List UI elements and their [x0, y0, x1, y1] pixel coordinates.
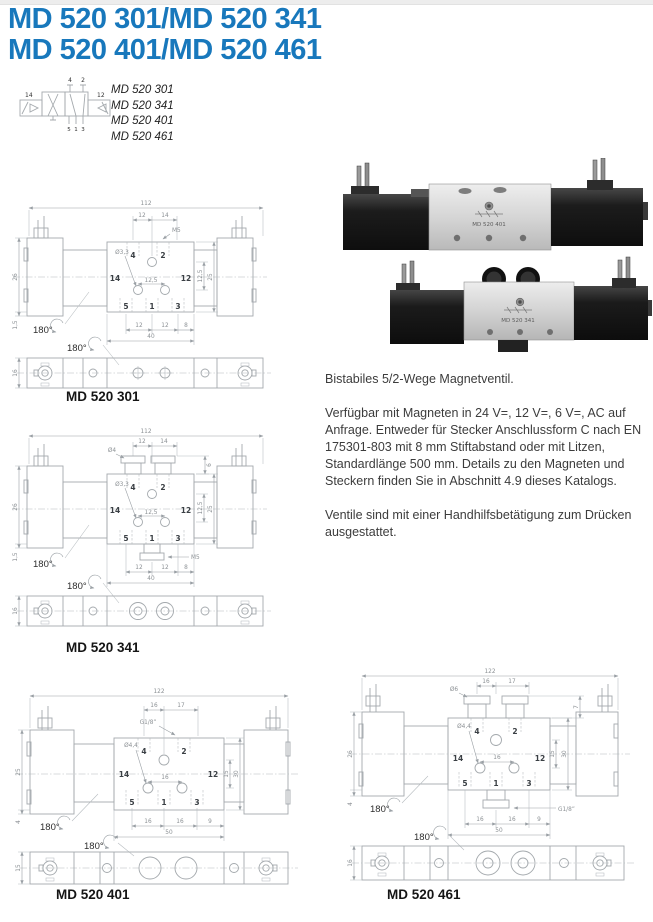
dim-pitch: 12,5	[144, 278, 158, 284]
dim-thread: M5	[172, 228, 181, 234]
dim-fitting-h: 7	[574, 705, 580, 709]
port-12: 12	[207, 770, 219, 779]
rotation-label: 180°	[414, 832, 434, 843]
dim-pilot-dia: Ø4,4	[124, 743, 138, 749]
dim-left-h: 26	[348, 750, 354, 758]
dim-left-offset: 1,5	[13, 320, 19, 330]
dim-bot-b: 16	[176, 819, 184, 825]
dim-bot-total: 40	[147, 576, 155, 582]
dim-bot-c: 9	[208, 819, 212, 825]
dim-fitting-dia: Ø4	[107, 448, 117, 454]
symbol-body	[20, 85, 110, 124]
dim-top-a: 16	[482, 679, 490, 685]
dim-bot-b: 16	[508, 817, 516, 823]
variant-item: MD 520 301	[111, 84, 174, 96]
dim-fitting-dia: Ø6	[449, 687, 459, 693]
front-view	[13, 429, 267, 603]
dim-bot-c: 9	[537, 817, 541, 823]
dim-right-inner: 15	[224, 770, 230, 778]
dim-fitting-h: 6	[207, 463, 213, 467]
dim-thread: G1/8”	[558, 807, 575, 813]
dim-pilot-dia: Ø4,4	[457, 724, 471, 730]
symbol-port-1: 1	[74, 127, 78, 133]
rotation-label: 180°	[84, 841, 104, 852]
dim-left-h: 26	[13, 273, 19, 281]
port-3: 3	[175, 302, 181, 311]
port-4: 4	[130, 251, 136, 260]
dim-top-b: 17	[177, 703, 185, 709]
drawing-caption-md520461: MD 520 461	[387, 887, 461, 902]
drawing-caption-md520401: MD 520 401	[56, 887, 130, 902]
drawing-md520461	[338, 664, 653, 886]
rotation-label: 180°	[370, 804, 390, 815]
variant-item: MD 520 401	[111, 115, 174, 127]
port-14: 14	[109, 274, 121, 283]
port-2: 2	[512, 727, 518, 736]
pneumatic-circuit-symbol	[12, 74, 114, 134]
valve-photo	[390, 257, 652, 352]
bottom-view	[13, 358, 271, 388]
dim-right-outer: 25	[208, 505, 214, 513]
dim-side-h: 15	[16, 864, 22, 872]
port-4: 4	[130, 483, 136, 492]
port-4: 4	[474, 727, 480, 736]
page-title	[8, 4, 322, 66]
dim-left-h: 25	[16, 768, 22, 776]
dim-top-a: 16	[150, 703, 158, 709]
dim-bot-total: 40	[147, 334, 155, 340]
port-1: 1	[149, 302, 155, 311]
variant-item: MD 520 341	[111, 99, 174, 112]
symbol-port-3: 3	[81, 127, 85, 133]
rotation-label: 180°	[33, 559, 53, 570]
dim-overall: 112	[140, 201, 152, 207]
port-2: 2	[160, 483, 166, 492]
port-14: 14	[118, 770, 130, 779]
page-title-line2: MD 520 401/MD 520 461	[8, 34, 322, 66]
dim-pitch: 16	[493, 755, 501, 761]
dim-pilot-dia: Ø3,3	[115, 250, 129, 256]
dim-bot-total: 50	[165, 830, 173, 836]
bottom-view	[348, 846, 634, 880]
dim-left-offset: 1,5	[13, 552, 19, 562]
dim-bot-a: 12	[135, 323, 143, 329]
drawing-caption-md520341: MD 520 341	[66, 640, 140, 655]
dim-top-a: 12	[138, 213, 146, 219]
bottom-view	[16, 852, 298, 884]
description-block	[325, 371, 653, 558]
rotation-label: 180°	[33, 325, 53, 336]
port-12: 12	[534, 754, 546, 763]
dim-overall: 112	[140, 429, 152, 435]
front-view	[348, 669, 630, 850]
dim-bot-c: 8	[184, 323, 188, 329]
dim-bot-b: 12	[161, 565, 169, 571]
dim-bot-a: 16	[144, 819, 152, 825]
dim-overall: 122	[484, 669, 496, 675]
dim-right-outer: 30	[234, 770, 240, 778]
front-view	[13, 201, 267, 365]
dim-bot-b: 12	[161, 323, 169, 329]
page-title-line1: MD 520 301/MD 520 341	[8, 3, 322, 35]
front-view	[16, 689, 298, 856]
dim-overall: 122	[153, 689, 165, 695]
port-4: 4	[141, 747, 147, 756]
dim-left-offset: 4	[16, 820, 22, 824]
dim-right-outer: 25	[208, 273, 214, 281]
symbol-pilot-12: 12	[97, 92, 105, 99]
dim-left-offset: 4	[348, 802, 354, 806]
port-1: 1	[161, 798, 167, 807]
dim-side-h: 16	[13, 607, 19, 615]
port-14: 14	[109, 506, 121, 515]
port-12: 12	[180, 506, 192, 515]
dim-side-h: 16	[348, 859, 354, 867]
dim-pilot-dia: Ø3,3	[115, 482, 129, 488]
symbol-pilot-14: 14	[25, 92, 33, 99]
port-3: 3	[175, 534, 181, 543]
symbol-port-2: 2	[81, 77, 85, 84]
dim-side-h: 16	[13, 369, 19, 377]
rotation-label: 180°	[40, 822, 60, 833]
symbol-port-5: 5	[67, 127, 71, 133]
product-photo-top	[337, 158, 653, 266]
port-5: 5	[462, 779, 468, 788]
dim-bot-a: 12	[135, 565, 143, 571]
dim-left-h: 26	[13, 503, 19, 511]
port-5: 5	[123, 534, 129, 543]
port-5: 5	[123, 302, 129, 311]
dim-top-b: 14	[160, 439, 168, 445]
port-3: 3	[526, 779, 532, 788]
dim-top-b: 17	[508, 679, 516, 685]
dim-right-inner: 12,5	[198, 501, 204, 515]
port-2: 2	[181, 747, 187, 756]
description-para-1: Bistabiles 5/2-Wege Magnetventil.	[325, 372, 514, 386]
dim-pitch: 12,5	[144, 510, 158, 516]
bottom-view	[13, 596, 271, 626]
description-para-3: Ventile sind mit einer Handhilfsbetätigung zum Drücken ausgestattet.	[325, 508, 632, 539]
dim-right-outer: 30	[562, 750, 568, 758]
port-3: 3	[194, 798, 200, 807]
valve-photo	[343, 158, 648, 250]
dim-bot-c: 8	[184, 565, 188, 571]
rotation-label: 180°	[67, 343, 87, 354]
dim-right-inner: 12,5	[198, 269, 204, 283]
variant-item: MD 520 461	[111, 130, 174, 143]
port-1: 1	[149, 534, 155, 543]
drawing-md520341	[5, 426, 275, 638]
drawing-md520301	[5, 196, 275, 396]
photo-engraving: MD 520 341	[501, 318, 535, 324]
port-2: 2	[160, 251, 166, 260]
dim-bot-a: 16	[476, 817, 484, 823]
port-5: 5	[129, 798, 135, 807]
dim-top-a: 12	[138, 439, 146, 445]
product-photo-bottom	[386, 252, 653, 356]
port-1: 1	[493, 779, 499, 788]
dim-right-inner: 15	[550, 750, 556, 758]
port-14: 14	[452, 754, 464, 763]
dim-thread: M5	[191, 555, 200, 561]
dim-top-b: 14	[161, 213, 169, 219]
dim-bot-total: 50	[495, 828, 503, 834]
variant-list	[111, 83, 174, 145]
symbol-port-4: 4	[68, 77, 72, 84]
description-para-2: Verfügbar mit Magneten in 24 V=, 12 V=, 6 V=, AC auf Anfrage. Entweder für Stecker Anschlussform C nach EN 175301-803 mit 8 mm Stiftabstand oder mit Litzen, Standardlänge 500 mm. Details zu den Magneten und Steckern finden Sie in Abschnitt 4.9 dieses Katalogs.	[325, 406, 642, 488]
dim-pitch: 16	[161, 775, 169, 781]
dim-thread: G1/8”	[139, 720, 157, 726]
port-12: 12	[180, 274, 192, 283]
drawing-caption-md520301: MD 520 301	[66, 389, 140, 404]
drawing-md520401	[2, 686, 334, 886]
rotation-label: 180°	[67, 581, 87, 592]
photo-engraving: MD 520 401	[472, 222, 506, 228]
